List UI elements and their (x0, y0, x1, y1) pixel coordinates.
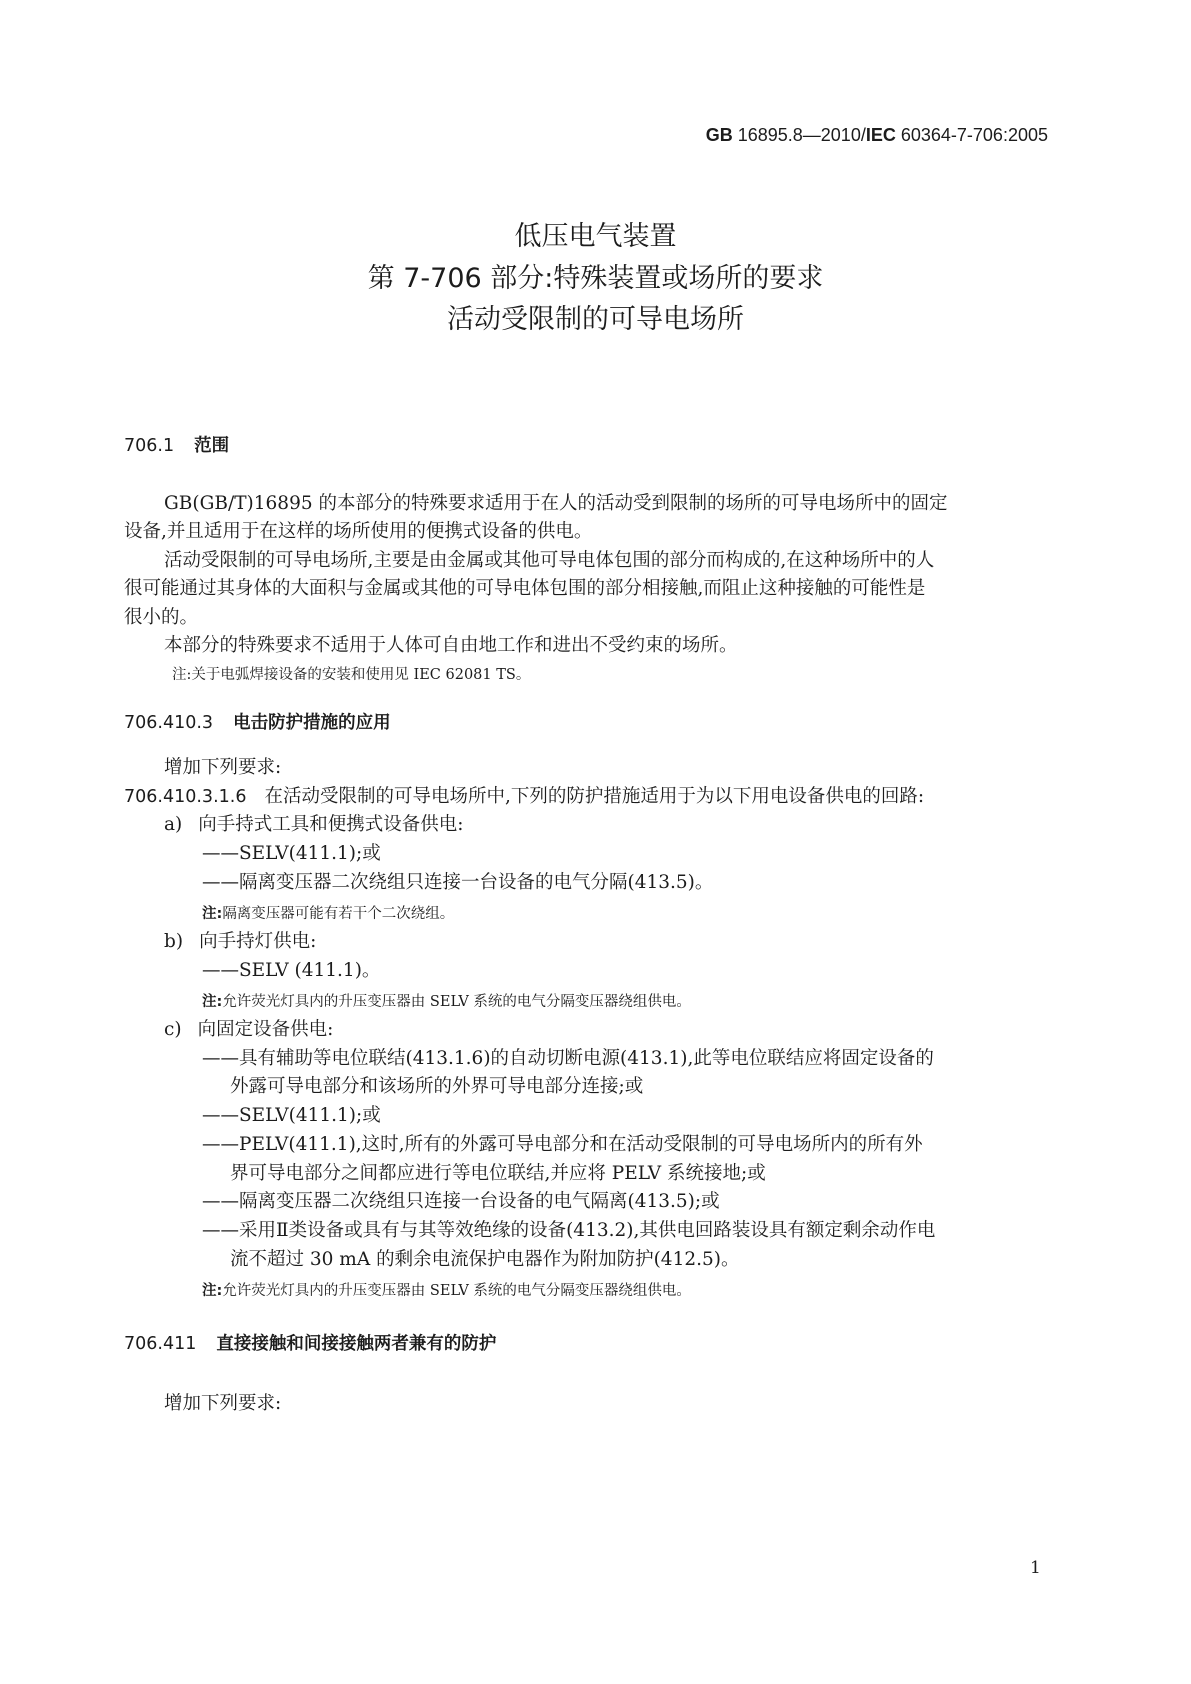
item-marker: a) (164, 814, 183, 835)
dash-item: ——SELV (411.1)。 (202, 960, 381, 981)
item-marker: c) (164, 1019, 182, 1040)
note-tag: 注: (202, 906, 223, 922)
add-requirements: 增加下列要求: (164, 1393, 282, 1414)
std-prefix: GB (705, 125, 733, 145)
add-requirements: 增加下列要求: (164, 757, 282, 778)
dash-item-continuation: 外露可导电部分和该场所的外界可导电部分连接;或 (230, 1076, 644, 1097)
iec-number: 60364-7-706:2005 (900, 125, 1048, 145)
dash-item-continuation: 界可导电部分之间都应进行等电位联结,并应将 PELV 系统接地;或 (230, 1163, 766, 1184)
document-header (706, 125, 1048, 146)
dash-item: ——PELV(411.1),这时,所有的外露可导电部分和在活动受限制的可导电场所内的所有外 (202, 1134, 923, 1155)
title-line-1: 低压电气装置 (514, 221, 677, 252)
paragraph-line: 设备,并且适用于在这样的场所使用的便携式设备的供电。 (124, 521, 593, 542)
dash-item: ——采用Ⅱ类设备或具有与其等效绝缘的设备(413.2),其供电回路装设具有额定剩余动作电 (202, 1220, 936, 1241)
std-number: 16895.8—2010/ (737, 125, 866, 145)
note-text: 隔离变压器可能有若干个二次绕组。 (222, 906, 455, 922)
dash-item: ——SELV(411.1);或 (202, 1105, 381, 1126)
paragraph-line: 很小的。 (124, 607, 199, 628)
item-c (164, 1015, 333, 1041)
dash-item-continuation: 流不超过 30 mA 的剩余电流保护电器作为附加防护(412.5)。 (230, 1249, 740, 1270)
dash-item: ——隔离变压器二次绕组只连接一台设备的电气分隔(413.5)。 (202, 872, 714, 893)
section-label: 电击防护措施的应用 (233, 713, 391, 733)
paragraph-line: GB(GB/T)16895 的本部分的特殊要求适用于在人的活动受到限制的场所的可导电场所中的固定 (164, 493, 948, 514)
title-line-3: 活动受限制的可导电场所 (447, 304, 744, 335)
title-line-2: 第 7-706 部分:特殊装置或场所的要求 (367, 263, 824, 294)
item-text: 向手持式工具和便携式设备供电: (198, 814, 464, 835)
note-tag: 注: (202, 1283, 223, 1299)
clause-number: 706.410.3.1.6 (124, 787, 247, 807)
dash-item: ——具有辅助等电位联结(413.1.6)的自动切断电源(413.1),此等电位联结应将固定设备的 (202, 1048, 934, 1069)
dash-item: ——SELV(411.1);或 (202, 843, 381, 864)
note-text: 允许荧光灯具内的升压变压器由 SELV 系统的电气分隔变压器绕组供电。 (222, 1283, 691, 1299)
note-text: 允许荧光灯具内的升压变压器由 SELV 系统的电气分隔变压器绕组供电。 (222, 994, 691, 1010)
paragraph-line: 很可能通过其身体的大面积与金属或其他的可导电体包围的部分相接触,而阻止这种接触的可能性是 (124, 578, 926, 599)
dash-item: ——隔离变压器二次绕组只连接一台设备的电气隔离(413.5);或 (202, 1191, 720, 1212)
section-number: 706.411 (124, 1334, 197, 1354)
item-marker: b) (164, 931, 184, 952)
section-706-411-heading (124, 1330, 496, 1355)
section-number: 706.1 (124, 436, 175, 456)
note: 注:关于电弧焊接设备的安装和使用见 IEC 62081 TS。 (172, 667, 531, 683)
paragraph-line: 活动受限制的可导电场所,主要是由金属或其他可导电体包围的部分而构成的,在这种场所中的人 (164, 550, 935, 571)
note (202, 1279, 691, 1300)
note (202, 902, 454, 923)
clause-706-410-3-1-6 (124, 782, 924, 808)
note (202, 990, 691, 1011)
item-a (164, 810, 463, 836)
section-label: 直接接触和间接接触两者兼有的防护 (216, 1334, 497, 1354)
section-number: 706.410.3 (124, 713, 214, 733)
item-b (164, 927, 316, 953)
section-706-410-3-heading (124, 709, 391, 734)
section-706-1-heading (124, 432, 229, 457)
item-text: 向固定设备供电: (197, 1019, 334, 1040)
item-text: 向手持灯供电: (199, 931, 317, 952)
paragraph-line: 本部分的特殊要求不适用于人体可自由地工作和进出不受约束的场所。 (164, 635, 738, 656)
clause-text: 在活动受限制的可导电场所中,下列的防护措施适用于为以下用电设备供电的回路: (264, 786, 925, 807)
section-label: 范围 (194, 436, 230, 456)
note-tag: 注: (202, 994, 223, 1010)
page-number: 1 (1030, 1558, 1041, 1578)
iec-prefix: IEC (865, 125, 896, 145)
